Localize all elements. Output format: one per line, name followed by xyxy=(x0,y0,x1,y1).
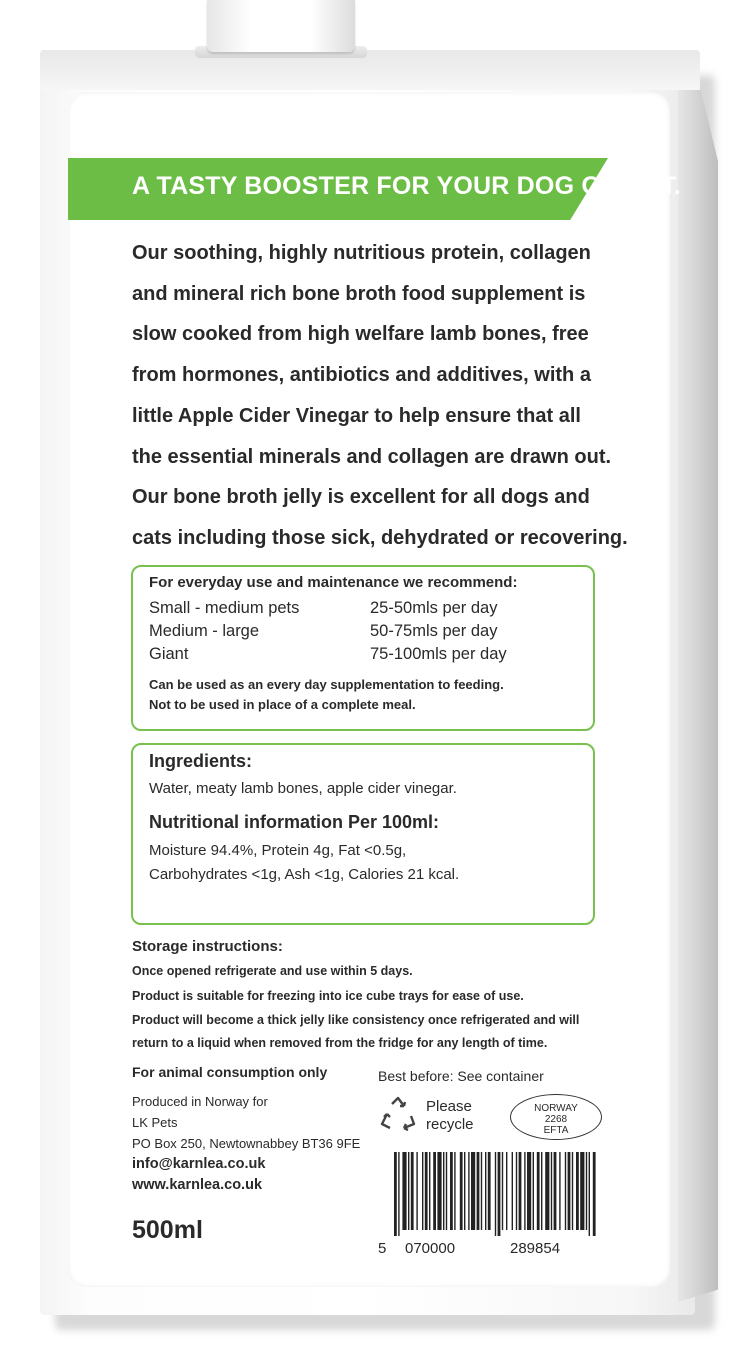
barcode-bar xyxy=(477,1152,480,1230)
barcode-bar xyxy=(454,1152,455,1230)
barcode-bar xyxy=(433,1152,436,1230)
storage-line: Product is suitable for freezing into ice cube trays for ease of use. xyxy=(132,989,524,1003)
description-line: the essential minerals and collagen are drawn out. xyxy=(132,445,612,468)
barcode-bar xyxy=(512,1152,513,1230)
barcode-bar xyxy=(589,1152,590,1236)
ingredients-title: Ingredients: xyxy=(149,751,253,771)
usage-size: Medium - large xyxy=(149,622,260,640)
storage-title: Storage instructions: xyxy=(132,938,283,955)
barcode-bar xyxy=(402,1152,406,1230)
nutrition-line: Moisture 94.4%, Protein 4g, Fat <0.5g, xyxy=(149,842,407,859)
usage-note: Not to be used in place of a complete meal. xyxy=(149,697,416,712)
barcode-bar xyxy=(506,1152,507,1230)
barcode-bar xyxy=(551,1152,552,1230)
barcode-bar xyxy=(554,1152,557,1230)
description-line: Our soothing, highly nutritious protein, collagen xyxy=(132,242,591,264)
barcode-bar xyxy=(468,1152,469,1230)
usage-amount: 50-75mls per day xyxy=(370,622,498,640)
barcode-bar xyxy=(408,1152,409,1230)
contact-email: info@karnlea.co.uk xyxy=(132,1156,266,1172)
barcode-bar xyxy=(443,1152,444,1230)
barcode-bar xyxy=(498,1152,501,1236)
barcode-bar xyxy=(593,1152,596,1236)
description-line: Our bone broth jelly is excellent for all dogs and xyxy=(132,486,590,509)
description-line: little Apple Cider Vinegar to help ensure that all xyxy=(132,404,581,427)
barcode-bar xyxy=(533,1152,534,1230)
barcode-bar xyxy=(545,1152,549,1230)
barcode-bar xyxy=(516,1152,517,1230)
barcode xyxy=(392,1152,598,1236)
barcode-bar xyxy=(398,1152,399,1236)
barcode-digit-group: 5 xyxy=(378,1240,387,1257)
barcode-bar xyxy=(559,1152,560,1230)
barcode-bar xyxy=(416,1152,417,1230)
badge-line: 2268 xyxy=(544,1114,568,1125)
barcode-bar xyxy=(394,1152,397,1236)
barcode-bar xyxy=(446,1152,447,1230)
usage-size: Small - medium pets xyxy=(149,599,300,617)
barcode-bar xyxy=(527,1152,531,1230)
barcode-bar xyxy=(572,1152,573,1230)
barcode-bar xyxy=(485,1152,486,1230)
contact-website: www.karnlea.co.uk xyxy=(132,1177,263,1193)
barcode-bar xyxy=(495,1152,496,1236)
barcode-bar xyxy=(586,1152,587,1230)
recycle-icon xyxy=(378,1094,418,1134)
barcode-bar xyxy=(537,1152,540,1230)
banner-headline: A TASTY BOOSTER FOR YOUR DOG OR CAT. xyxy=(132,172,681,200)
ingredients-text: Water, meaty lamb bones, apple cider vinegar. xyxy=(149,780,457,797)
approval-badge xyxy=(510,1094,602,1140)
barcode-bar xyxy=(568,1152,571,1230)
product-description xyxy=(132,233,628,559)
barcode-bar xyxy=(471,1152,475,1230)
badge-line: NORWAY xyxy=(534,1103,578,1114)
barcode-digit-group: 289854 xyxy=(510,1240,561,1257)
animal-consumption-note: For animal consumption only xyxy=(132,1064,328,1080)
storage-line: return to a liquid when removed from the fridge for any length of time. xyxy=(132,1036,548,1050)
barcode-bar xyxy=(519,1152,522,1230)
description-line: slow cooked from high welfare lamb bones, free xyxy=(132,323,589,346)
description-line: cats including those sick, dehydrated or recovering. xyxy=(132,526,628,549)
barcode-bar xyxy=(565,1152,566,1230)
barcode-bar xyxy=(422,1152,423,1230)
barcode-bar xyxy=(464,1152,465,1230)
usage-amount: 25-50mls per day xyxy=(370,599,498,617)
barcode-bar xyxy=(580,1152,584,1230)
storage-line: Once opened refrigerate and use within 5 days. xyxy=(132,964,413,978)
address-line: PO Box 250, Newtownabbey BT36 9FE xyxy=(132,1136,361,1151)
best-before: Best before: See container xyxy=(378,1068,544,1084)
volume-label: 500ml xyxy=(132,1216,203,1244)
address-line: LK Pets xyxy=(132,1115,178,1130)
barcode-digit-group: 070000 xyxy=(405,1240,456,1257)
usage-title: For everyday use and maintenance we recommend: xyxy=(149,574,518,591)
storage-line: Product will become a thick jelly like consistency once refrigerated and will xyxy=(132,1013,580,1027)
description-line: from hormones, antibiotics and additives, with a xyxy=(132,364,591,387)
description-line: and mineral rich bone broth food supplement is xyxy=(132,282,586,305)
recycle-line: recycle xyxy=(426,1116,474,1133)
barcode-bar xyxy=(425,1152,428,1230)
usage-size: Giant xyxy=(149,645,189,663)
usage-note: Can be used as an every day supplementation to feeding. xyxy=(149,677,504,692)
barcode-bar xyxy=(429,1152,430,1230)
badge-line: EFTA xyxy=(543,1125,569,1136)
carton-top-seam xyxy=(40,50,700,90)
barcode-bar xyxy=(450,1152,453,1230)
barcode-bar xyxy=(502,1152,503,1230)
barcode-bar xyxy=(481,1152,482,1230)
carton-cap xyxy=(207,0,355,52)
nutrition-line: Carbohydrates <1g, Ash <1g, Calories 21 kcal. xyxy=(149,866,460,883)
address-line: Produced in Norway for xyxy=(132,1094,268,1109)
barcode-bar xyxy=(541,1152,542,1230)
recycle-label xyxy=(426,1098,474,1134)
carton-side-flap xyxy=(678,62,718,1302)
usage-amount: 75-100mls per day xyxy=(370,645,507,663)
barcode-bar xyxy=(460,1152,463,1230)
barcode-bar xyxy=(576,1152,579,1230)
barcode-bar xyxy=(437,1152,441,1230)
recycle-line: Please xyxy=(426,1098,472,1115)
nutrition-title: Nutritional information Per 100ml: xyxy=(149,812,440,832)
barcode-bar xyxy=(411,1152,414,1230)
barcode-bar xyxy=(524,1152,525,1230)
barcode-bar xyxy=(488,1152,491,1230)
